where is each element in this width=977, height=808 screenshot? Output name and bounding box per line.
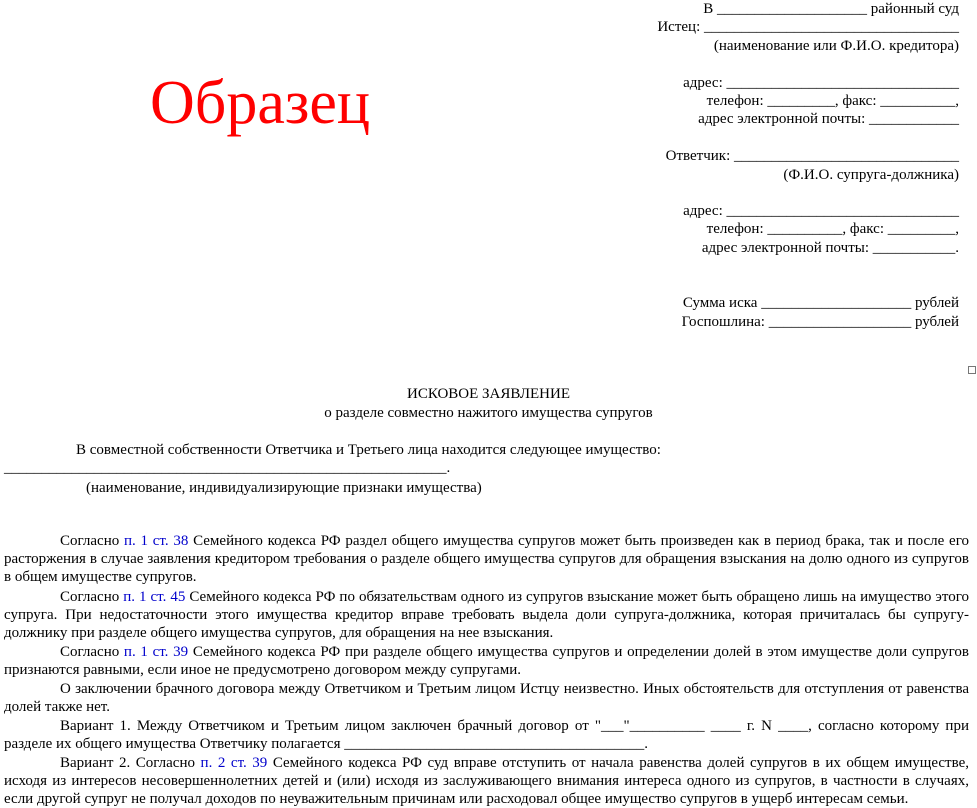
paragraph-3 [4, 643, 969, 679]
plaintiff-phone: телефон: _________, факс: __________, [706, 93, 959, 109]
law-link-art45[interactable]: п. 1 ст. 45 [123, 589, 186, 605]
court-line: В ____________________ районный суд [703, 1, 959, 17]
paragraph-6-post: Семейного кодекса РФ суд вправе отступить от начала равенства долей супругов в их общем имуществе, исходя из интересов несовершеннолетних детей и (или) исходя из заслуживающего внимания интереса одного из супругов, в частности в случаях, если другой супруг не получал доходов по неуважительным причинам или расходовал общее имущество супругов в ущерб интересам семьи. [4, 755, 970, 807]
paragraph-3-pre: Согласно [60, 644, 124, 660]
plaintiff-line: Истец: __________________________________ [657, 19, 959, 35]
paragraph-1 [4, 532, 969, 586]
paragraph-6-pre: Вариант 2. Согласно [60, 755, 201, 771]
paragraph-5: Вариант 1. Между Ответчиком и Третьим лицом заключен брачный договор от "___"__________ ____ г. N ____, согласно которому при разделе их общего имущества Ответчику полагается ________________________________________. [4, 718, 969, 752]
plaintiff-address: адрес: _______________________________ [683, 75, 959, 91]
paragraph-6 [4, 754, 969, 808]
plaintiff-hint: (наименование или Ф.И.О. кредитора) [713, 38, 959, 54]
law-link-art39-p1[interactable]: п. 1 ст. 39 [123, 644, 189, 660]
defendant-phone: телефон: __________, факс: _________, [706, 221, 959, 237]
plaintiff-email: адрес электронной почты: ____________ [698, 111, 959, 127]
document-title: ИСКОВОЕ ЗАЯВЛЕНИЕ [406, 386, 570, 402]
text-boundary-marker [968, 366, 976, 374]
defendant-address: адрес: _______________________________ [683, 203, 959, 219]
property-intro: В совместной собственности Ответчика и Третьего лица находится следующее имущество: [76, 442, 661, 458]
defendant-line: Ответчик: ______________________________ [665, 148, 959, 164]
court-fee: Госпошлина: ___________________ рублей [681, 314, 959, 330]
paragraph-4: О заключении брачного договора между Ответчиком и Третьим лицом Истцу неизвестно. Иных обстоятельств для отступления от равенства долей также нет. [4, 681, 969, 715]
sample-watermark: Образец [150, 69, 371, 137]
paragraph-1-pre: Согласно [60, 533, 124, 549]
paragraph-1-post: Семейного кодекса РФ раздел общего имущества супругов может быть произведен как в период брака, так и после его расторжения в случае заявления кредитором требования о разделе общего имущества супругов для обращения взыскания на долю одного из супругов в общем имуществе супругов. [4, 533, 969, 585]
defendant-email: адрес электронной почты: ___________. [701, 240, 959, 256]
paragraph-3-post: Семейного кодекса РФ при разделе общего имущества супругов и определении долей в этом имуществе доли супругов признаются равными, если иное не предусмотрено договором между супругами. [4, 644, 969, 678]
claim-sum: Сумма иска ____________________ рублей [682, 295, 959, 311]
document-subtitle: о разделе совместно нажитого имущества супругов [324, 405, 653, 421]
paragraph-2-post: Семейного кодекса РФ по обязательствам одного из супругов взыскание может быть обращено лишь на имущество этого супруга. При недостаточности этого имущества кредитор вправе требовать выдела доли супруга-должника, которая причиталась бы супругу-должнику при разделе общего имущества супругов, для обращения на нее взыскания. [4, 589, 969, 641]
paragraph-2 [4, 588, 969, 642]
law-link-art38[interactable]: п. 1 ст. 38 [123, 533, 189, 549]
law-link-art39-p2[interactable]: п. 2 ст. 39 [200, 755, 268, 771]
paragraph-2-pre: Согласно [60, 589, 124, 605]
defendant-hint: (Ф.И.О. супруга-должника) [783, 167, 959, 183]
property-line: ___________________________________________________________. [4, 460, 451, 476]
property-hint: (наименование, индивидуализирующие признаки имущества) [86, 480, 482, 496]
